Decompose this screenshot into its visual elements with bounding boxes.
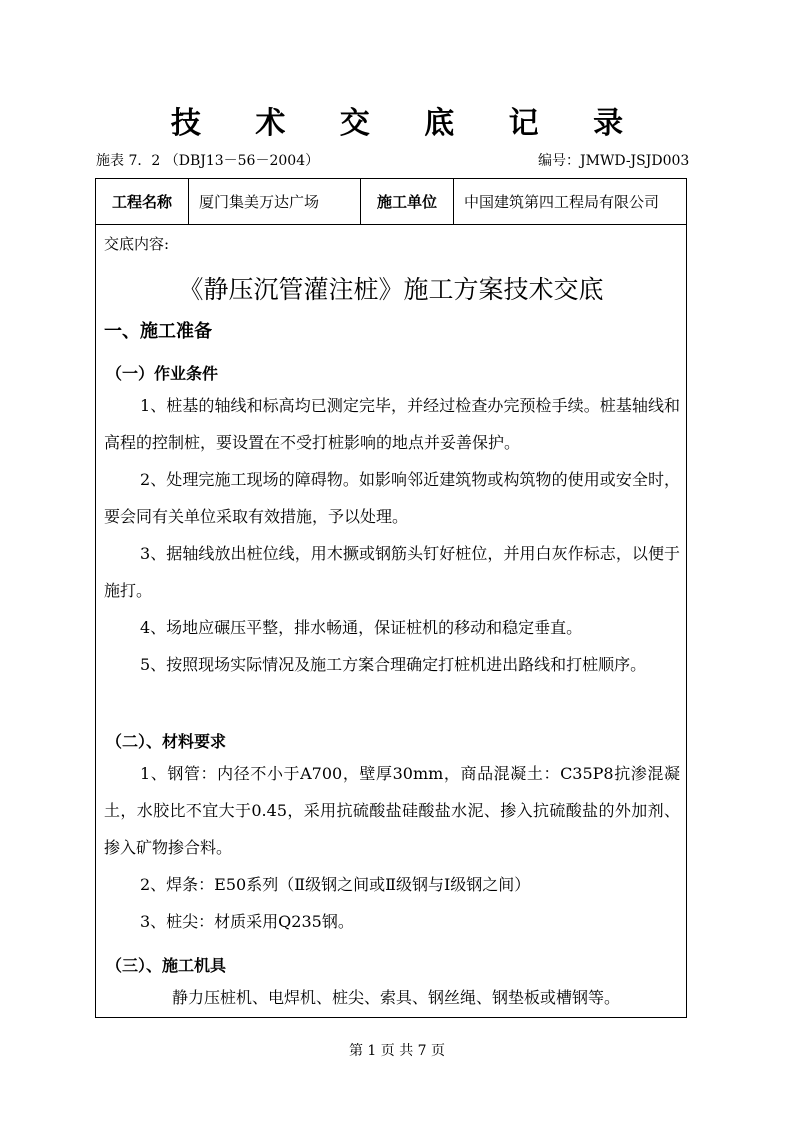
form-code: 施表 7．2 （DBJ13－56－2004） — [96, 153, 320, 169]
paragraph: 2、处理完施工现场的障碍物。如影响邻近建筑物或构筑物的使用或安全时，要会同有关单位采取有效措施，予以处理。 — [104, 470, 680, 526]
document-title: 技 术 交 底 记 录 — [170, 106, 646, 141]
content-label: 交底内容: — [104, 235, 170, 253]
record-table — [95, 178, 687, 1018]
paragraph: 2、焊条：E50系列（Ⅱ级钢之间或Ⅱ级钢与Ⅰ级钢之间） — [140, 875, 531, 894]
subsection-heading: （三）、施工机具 — [106, 956, 227, 975]
project-name-label: 工程名称 — [96, 179, 189, 224]
paragraph: 静力压桩机、电焊机、桩尖、索具、钢丝绳、钢垫板或槽钢等。 — [172, 988, 621, 1007]
paragraph: 3、桩尖：材质采用Q235钢。 — [140, 912, 354, 931]
serial-number: 编号：JMWD-JSJD003 — [538, 153, 690, 169]
construction-unit-label: 施工单位 — [361, 179, 454, 224]
page-footer: 第 1 页 共 7 页 — [348, 1043, 446, 1059]
subsection-heading: （一）作业条件 — [106, 364, 219, 383]
paragraph: 3、据轴线放出桩位线，用木撅或钢筋头钉好桩位，并用白灰作标志，以便于施打。 — [104, 544, 680, 600]
subsection-heading: （二）、材料要求 — [106, 732, 227, 751]
section-heading: 一、施工准备 — [104, 321, 212, 342]
paragraph: 1、桩基的轴线和标高均已测定完毕，并经过检查办完预检手续。桩基轴线和高程的控制桩，要设置在不受打桩影响的地点并妥善保护。 — [104, 396, 680, 452]
paragraph: 1、钢管：内径不小于A700，壁厚30mm，商品混凝土：C35P8抗渗混凝土，水胶比不宜大于0.45，采用抗硫酸盐硅酸盐水泥、掺入抗硫酸盐的外加剂、掺入矿物掺合料。 — [104, 764, 680, 857]
main-title: 《静压沉管灌注桩》施工方案技术交底 — [178, 275, 604, 304]
project-name-value: 厦门集美万达广场 — [189, 179, 361, 224]
paragraph: 5、按照现场实际情况及施工方案合理确定打桩机进出路线和打桩顺序。 — [140, 655, 647, 674]
construction-unit-value: 中国建筑第四工程局有限公司 — [464, 193, 660, 211]
paragraph: 4、场地应碾压平整，排水畅通，保证桩机的移动和稳定垂直。 — [140, 618, 583, 637]
header-row — [96, 179, 686, 225]
